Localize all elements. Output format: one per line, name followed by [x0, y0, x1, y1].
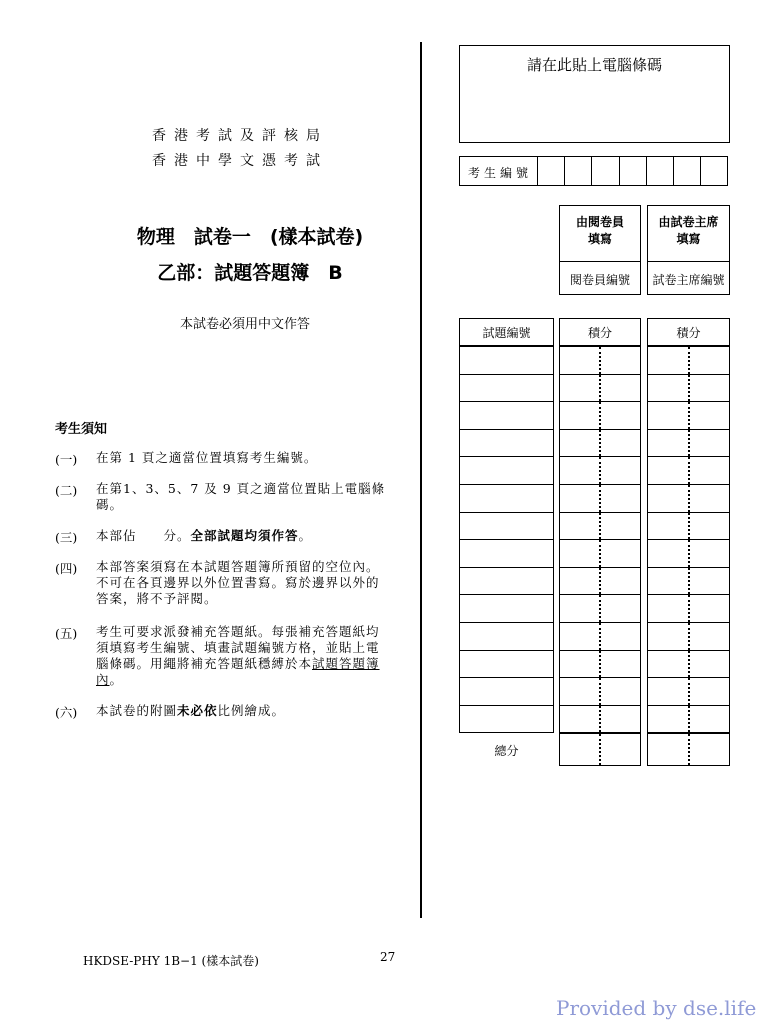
page-divider	[420, 42, 422, 918]
candidate-digit-box[interactable]	[537, 156, 565, 186]
marks-dotted-divider	[599, 513, 601, 540]
marks-dotted-divider	[688, 540, 690, 567]
marks-label: 積分	[676, 326, 701, 340]
language-note: 本試卷必須用中文作答	[179, 317, 310, 332]
question-number-cell[interactable]	[459, 622, 554, 651]
marks-dotted-divider	[599, 678, 601, 705]
footer-code: HKDSE-PHY 1B−1 (樣本試卷)	[83, 954, 259, 968]
marks-dotted-divider	[599, 347, 601, 374]
marker-header: 由閱卷員填寫	[575, 215, 624, 246]
marks-dotted-divider	[688, 402, 690, 429]
instruction-number: (二)	[55, 483, 78, 498]
instruction-number: (四)	[55, 561, 78, 576]
total-chief-divider	[688, 734, 690, 765]
question-number-cell[interactable]	[459, 512, 554, 541]
barcode-box	[459, 45, 730, 143]
question-number-cell[interactable]	[459, 484, 554, 513]
instruction-text: 在第 1 頁之適當位置填寫考生編號。	[96, 450, 318, 465]
total-label: 總分	[494, 744, 519, 758]
question-number-cell[interactable]	[459, 401, 554, 430]
instruction-text: 本部佔 分。全部試題均須作答。	[96, 528, 313, 543]
candidate-number-label: 考生編號	[468, 166, 533, 180]
org-name: 香港考試及評核局	[152, 128, 328, 144]
question-number-cell[interactable]	[459, 539, 554, 568]
instruction-number: (六)	[55, 705, 78, 720]
marks-dotted-divider	[688, 375, 690, 402]
candidate-digit-box[interactable]	[591, 156, 619, 186]
marks-header-2	[647, 318, 730, 346]
question-number-cell[interactable]	[459, 429, 554, 458]
total-marker-divider	[599, 734, 601, 765]
candidate-digit-box[interactable]	[673, 156, 701, 186]
candidate-digit-box[interactable]	[619, 156, 647, 186]
question-number-cell[interactable]	[459, 374, 554, 403]
marks-dotted-divider	[688, 623, 690, 650]
question-number-cell[interactable]	[459, 650, 554, 679]
marks-dotted-divider	[688, 568, 690, 595]
question-number-cell[interactable]	[459, 677, 554, 706]
question-number-label: 試題編號	[482, 326, 531, 340]
instruction-text: 在第1、3、5、7 及 9 頁之適當位置貼上電腦條碼。	[96, 481, 386, 512]
marker-number-cell[interactable]	[559, 261, 641, 295]
marks-dotted-divider	[688, 485, 690, 512]
instruction-number: (一)	[55, 452, 78, 467]
paper-title: 物理 試卷一 (樣本試卷)	[136, 226, 364, 248]
marks-dotted-divider	[688, 347, 690, 374]
marks-dotted-divider	[599, 485, 601, 512]
instructions-heading: 考生須知	[55, 422, 108, 437]
question-number-cell[interactable]	[459, 456, 554, 485]
marker-number-label: 閱卷員編號	[569, 273, 630, 287]
instruction-text: 本部答案須寫在本試題答題簿所預留的空位內。不可在各頁邊界以外位置書寫。寫於邊界以外的答案，將不予評閱。	[96, 559, 380, 606]
marks-dotted-divider	[688, 595, 690, 622]
marks-dotted-divider	[599, 651, 601, 678]
marks-dotted-divider	[599, 623, 601, 650]
instruction-text: 考生可要求派發補充答題紙。每張補充答題紙均須填寫考生編號、填畫試題編號方格，並貼上電腦條碼。用繩將補充答題紙穩縛於本試題答題簿內。	[96, 624, 380, 687]
watermark: Provided by dse.life	[556, 996, 757, 1020]
marks-dotted-divider	[599, 706, 601, 733]
chief-header: 由試卷主席填寫	[658, 215, 719, 246]
instruction-number: (五)	[55, 626, 78, 641]
candidate-digit-box[interactable]	[700, 156, 728, 186]
marks-dotted-divider	[688, 430, 690, 457]
marks-dotted-divider	[688, 706, 690, 733]
candidate-number-label-cell	[459, 156, 538, 186]
marks-dotted-divider	[688, 651, 690, 678]
question-number-cell[interactable]	[459, 346, 554, 375]
marks-dotted-divider	[599, 402, 601, 429]
question-number-cell[interactable]	[459, 705, 554, 734]
candidate-digit-box[interactable]	[646, 156, 674, 186]
page-number: 27	[380, 950, 396, 964]
chief-number-label: 試卷主席編號	[652, 273, 725, 287]
question-number-header	[459, 318, 554, 346]
marker-header-cell	[559, 205, 641, 262]
instruction-text: 本試卷的附圖未必依比例繪成。	[96, 703, 286, 718]
marks-header-1	[559, 318, 641, 346]
exam-name: 香港中學文憑考試	[152, 153, 328, 169]
marks-dotted-divider	[599, 430, 601, 457]
paper-subtitle: 乙部：試題答題簿 B	[157, 262, 343, 284]
marks-dotted-divider	[688, 513, 690, 540]
marks-dotted-divider	[599, 375, 601, 402]
barcode-box-label: 請在此貼上電腦條碼	[526, 56, 662, 74]
marks-label: 積分	[587, 326, 612, 340]
chief-header-cell	[647, 205, 730, 262]
question-number-cell[interactable]	[459, 594, 554, 623]
candidate-digit-box[interactable]	[564, 156, 592, 186]
marks-dotted-divider	[599, 457, 601, 484]
marks-dotted-divider	[688, 678, 690, 705]
question-number-cell[interactable]	[459, 567, 554, 596]
instruction-number: (三)	[55, 530, 78, 545]
marks-dotted-divider	[599, 568, 601, 595]
marks-dotted-divider	[599, 540, 601, 567]
chief-number-cell[interactable]	[647, 261, 730, 295]
marks-dotted-divider	[599, 595, 601, 622]
marks-dotted-divider	[688, 457, 690, 484]
